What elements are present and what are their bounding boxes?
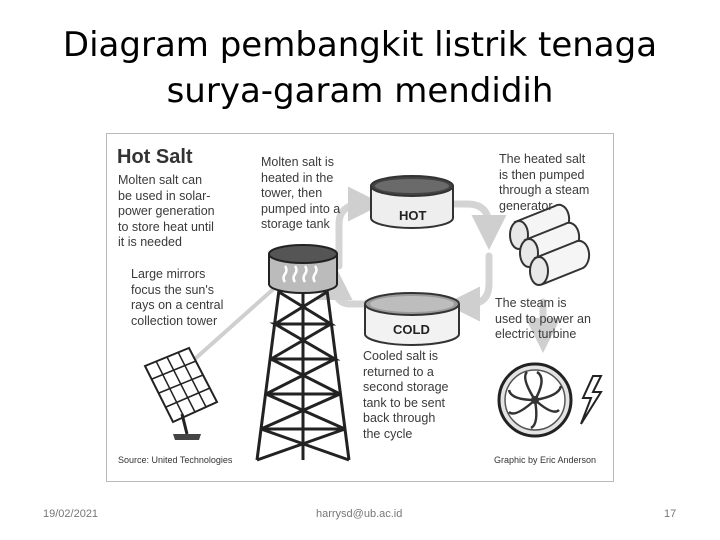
- steam-caption: The steam is used to power an electric turbine: [495, 296, 591, 341]
- mirrors-caption: Large mirrors focus the sun's rays on a central collection tower: [131, 267, 224, 328]
- solar-mirror-panel: [145, 348, 217, 440]
- diagram-heading: Hot Salt: [117, 146, 193, 168]
- footer-date: 19/02/2021: [43, 508, 99, 520]
- cooled-salt-caption: Cooled salt is returned to a second storage tank to be sent back through the cycle: [363, 349, 449, 441]
- slide-title-line-2: surya-garam mendidih: [166, 71, 554, 111]
- intro-caption: Molten salt can be used in solar- power generation to store heat until it is needed: [118, 173, 215, 249]
- heated-salt-caption: The heated salt is then pumped through a steam generator: [499, 152, 590, 213]
- hot-tank-label: HOT: [399, 208, 427, 223]
- footer-email: harrysd@ub.ac.id: [316, 508, 403, 520]
- arrow-hot-tank-to-generator: [455, 204, 489, 236]
- slide-title: [0, 22, 720, 114]
- hot-salt-diagram: [106, 133, 614, 482]
- electric-turbine: [499, 364, 571, 436]
- slide-title-line-1: Diagram pembangkit listrik tenaga: [62, 25, 658, 65]
- collection-tower: [257, 245, 349, 460]
- lightning-icon: [581, 376, 601, 424]
- arrow-cold-tank-to-tower: [335, 279, 365, 304]
- graphic-credit: Graphic by Eric Anderson: [494, 455, 597, 465]
- steam-generator: [510, 205, 589, 285]
- arrow-tower-to-hot-tank: [339, 204, 369, 266]
- cold-tank-label: COLD: [393, 322, 430, 337]
- cold-tank: [365, 293, 459, 345]
- arrow-generator-to-cold-tank: [459, 256, 489, 304]
- molten-salt-caption: Molten salt is heated in the tower, then pumped into a storage tank: [261, 155, 341, 231]
- footer-page-number: 17: [664, 508, 677, 520]
- source-credit: Source: United Technologies: [118, 455, 233, 465]
